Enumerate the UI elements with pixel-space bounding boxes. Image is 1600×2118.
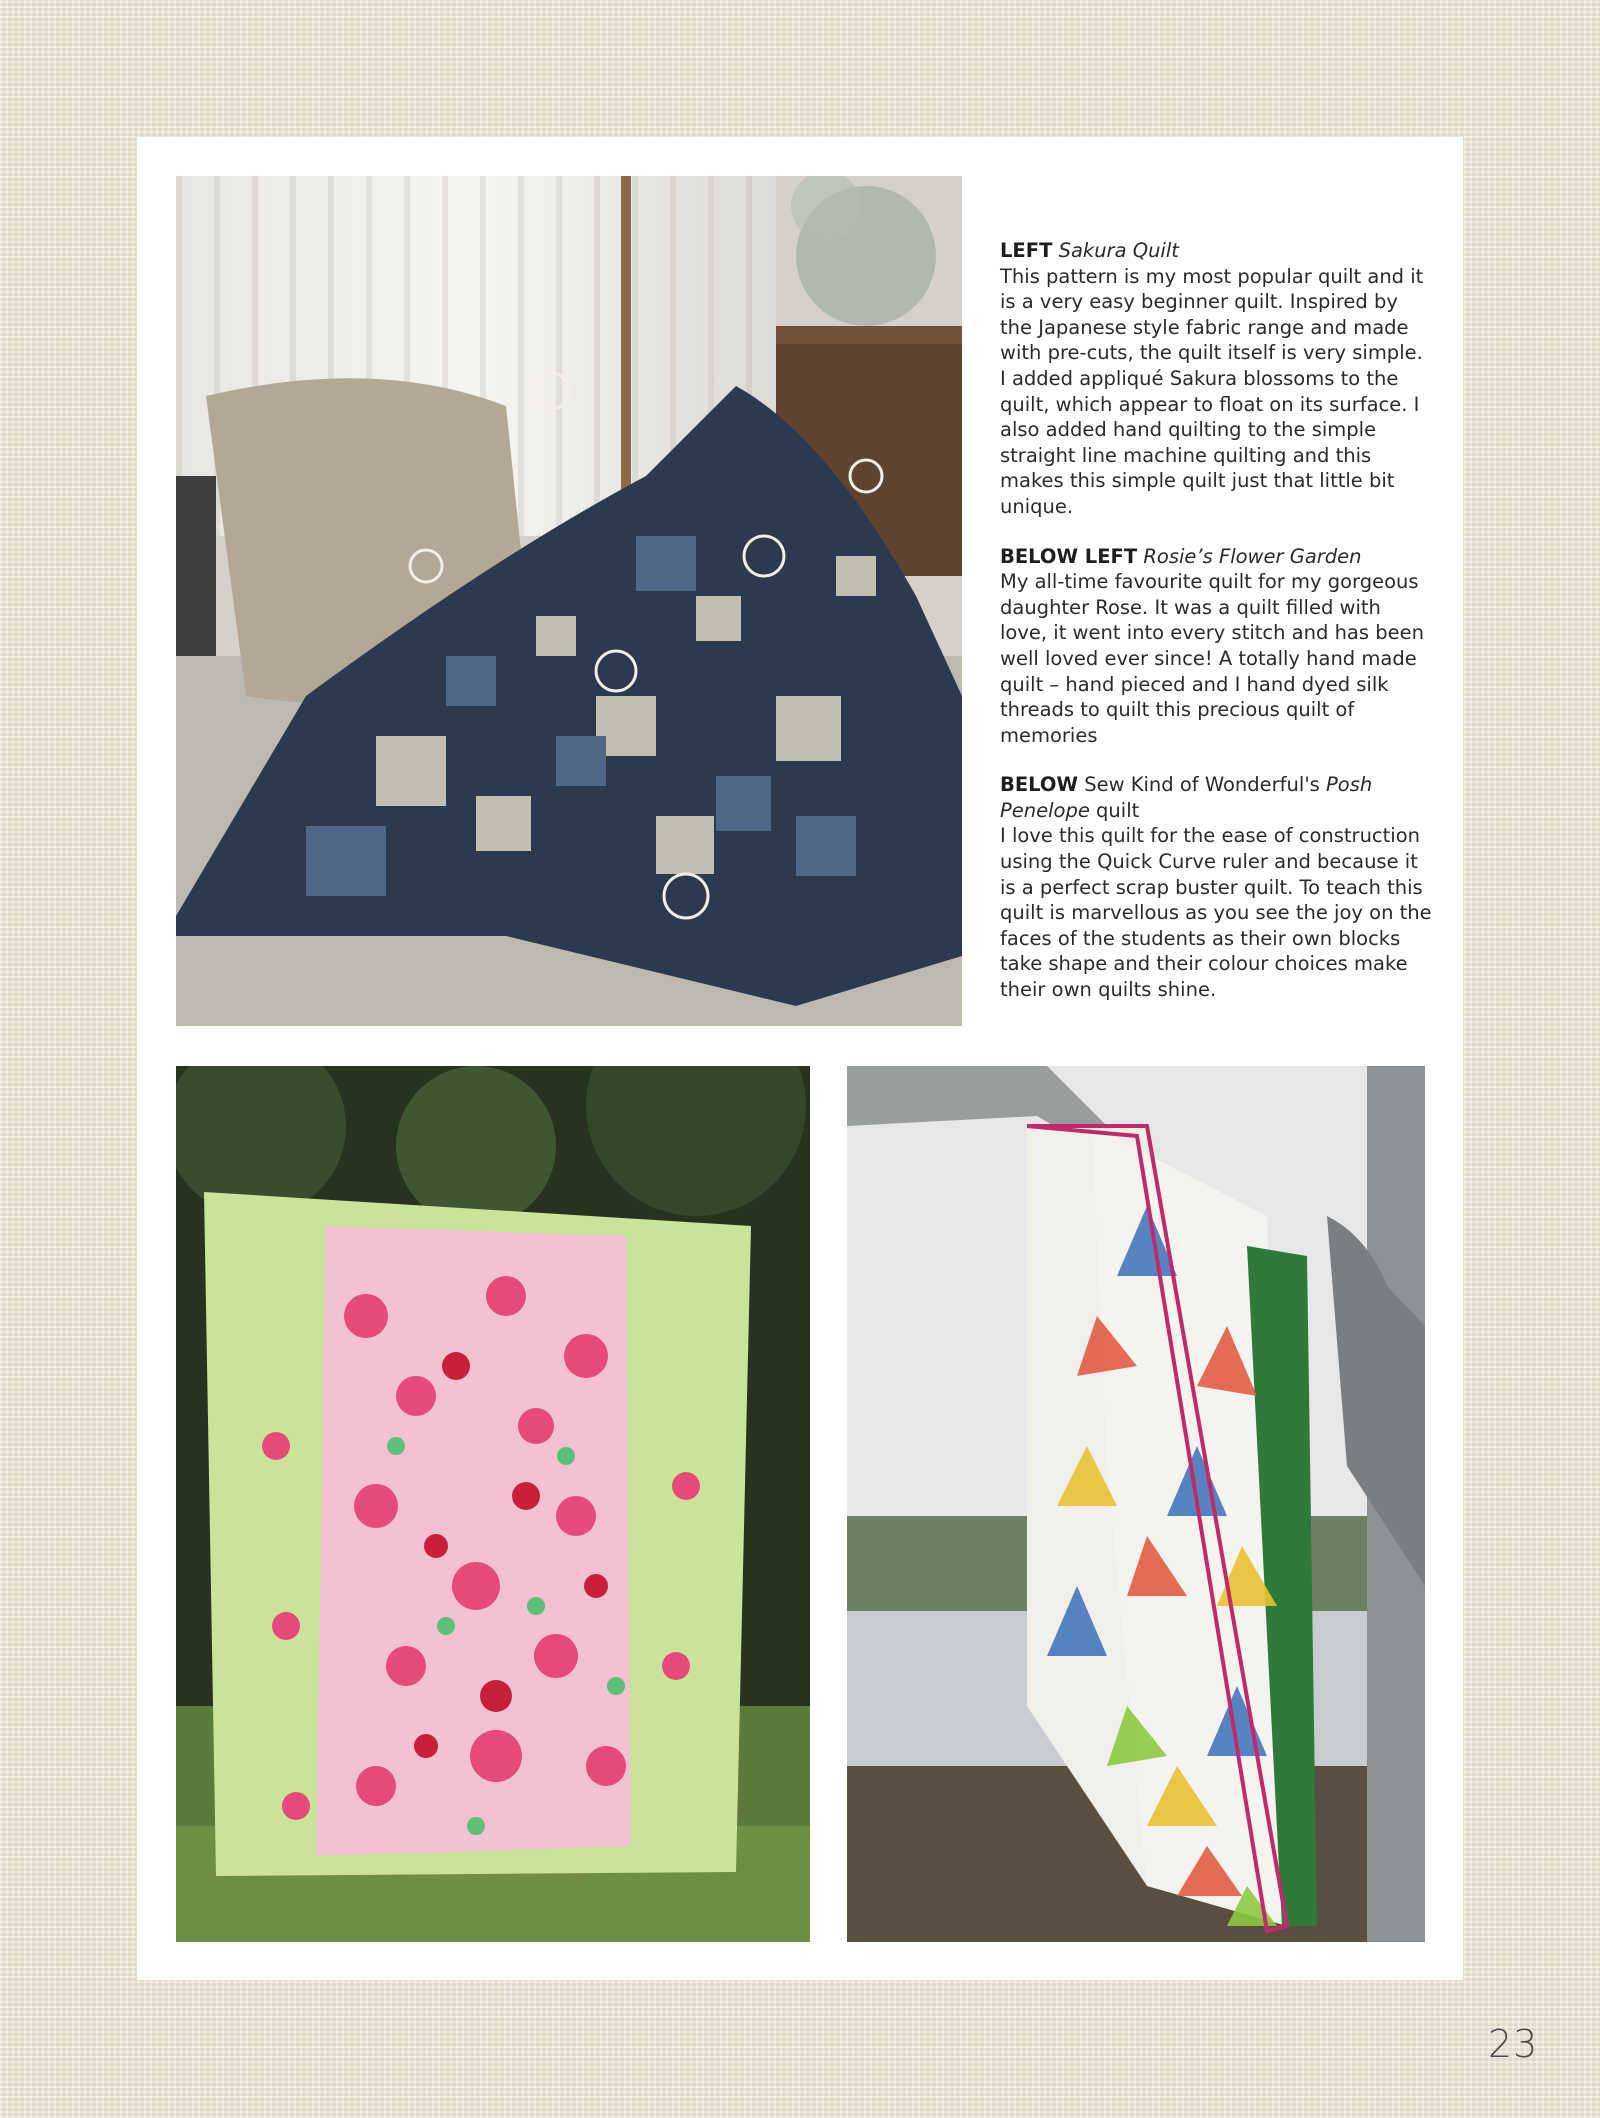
caption-title: Rosie’s Flower Garden	[1143, 544, 1362, 568]
caption-body: My all-time favourite quilt for my gorgeous daughter Rose. It was a quilt filled with love, it went into every stitch and has been well loved ever since! A totally hand made quilt – hand pieced and I hand dyed silk threads to quilt this precious quilt of memories	[1000, 570, 1424, 747]
caption-label: BELOW LEFT	[1000, 544, 1138, 568]
caption-title: Posh Penelope	[1000, 773, 1373, 822]
caption-below	[1000, 772, 1432, 1002]
caption-label: LEFT	[1000, 239, 1053, 262]
caption-left	[1000, 238, 1432, 520]
caption-label: BELOW	[1000, 773, 1078, 797]
sakura-quilt-photo	[176, 176, 962, 1026]
flower-garden-quilt-photo	[176, 1066, 810, 1942]
caption-pre-title: Sew Kind of Wonderful's	[1084, 773, 1320, 797]
caption-title: Sakura Quilt	[1058, 239, 1179, 262]
caption-body: I love this quilt for the ease of construction using the Quick Curve ruler and because it is a perfect scrap buster quilt. To teach this quilt is marvellous as you see the joy on the faces of the students as their own blocks take shape and their colour choices make their own quilts shine.	[1000, 824, 1432, 1002]
caption-column	[1000, 238, 1432, 1027]
caption-below-left	[1000, 544, 1432, 749]
posh-penelope-quilt-photo	[847, 1066, 1425, 1942]
caption-body: This pattern is my most popular quilt and it is a very easy beginner quilt. Inspired by the Japanese style fabric range and made with pre-cuts, the quilt itself is very simple. I added appliqué Sakura blossoms to the quilt, which appear to float on its surface. I also added hand quilting to the simple straight line machine quilting and this makes this simple quilt just that little bit unique.	[1000, 264, 1424, 518]
caption-post-title: quilt	[1096, 798, 1140, 822]
page-number: 23	[1488, 2022, 1539, 2066]
